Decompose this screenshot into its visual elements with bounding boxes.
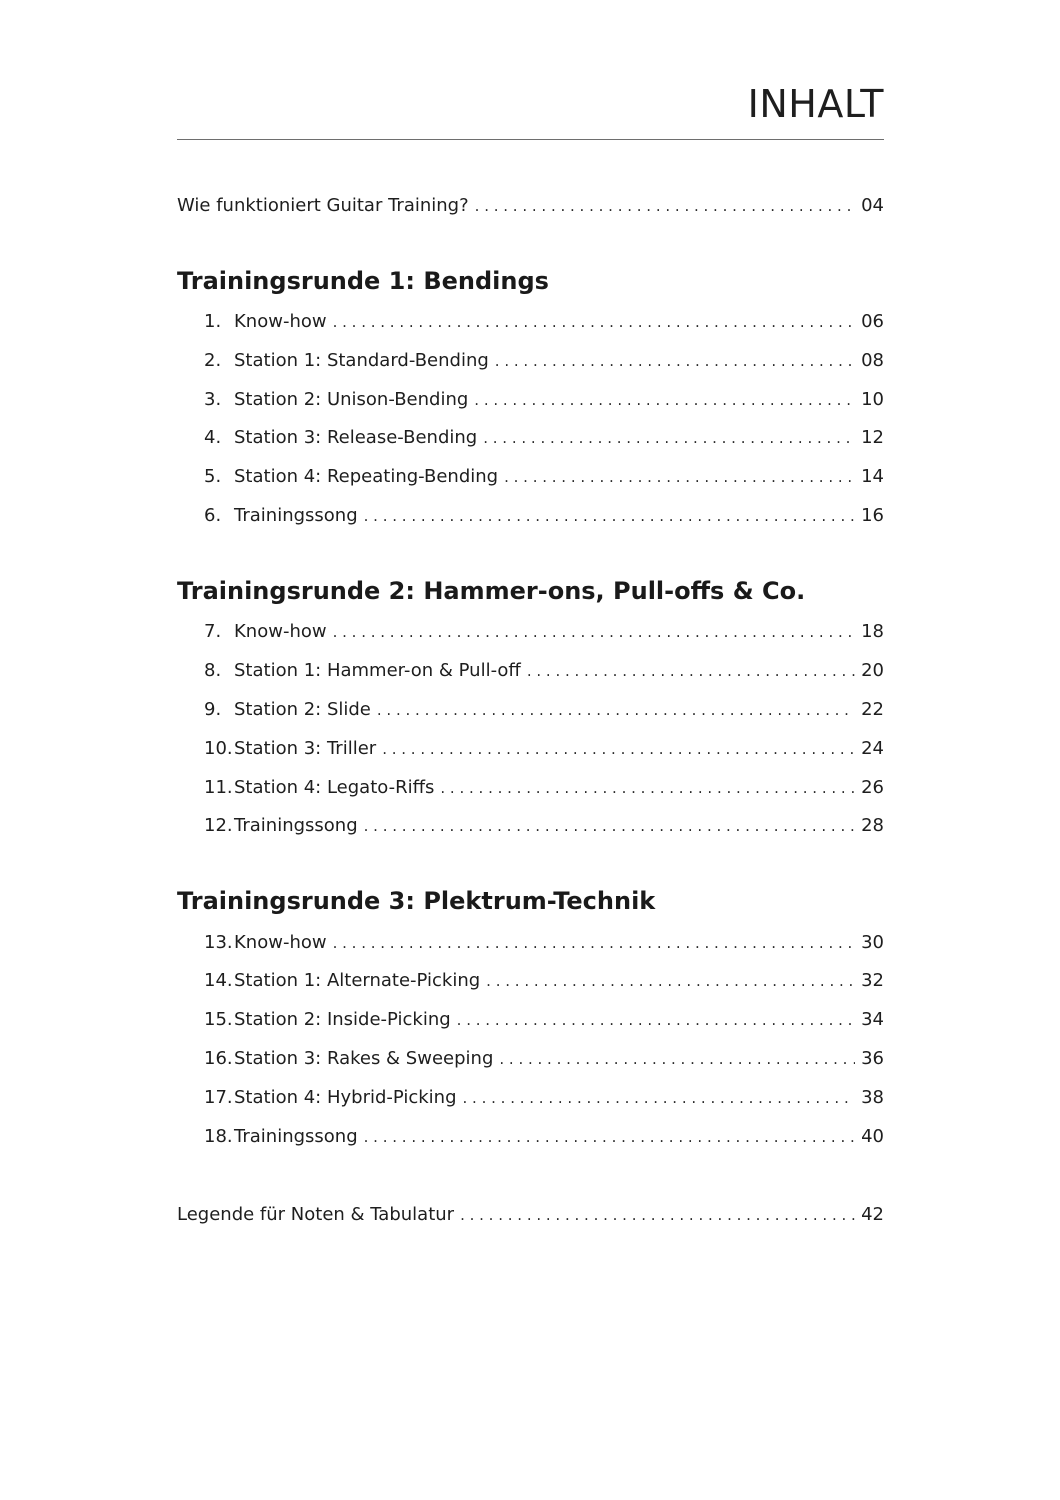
toc-page-number: 32 <box>861 970 884 991</box>
toc-entry[interactable] <box>177 657 884 685</box>
dot-leader <box>440 774 855 802</box>
toc-entry-label: Station 1: Alternate-Picking <box>234 970 481 991</box>
toc-page-number: 38 <box>861 1087 884 1108</box>
toc-page-number: 20 <box>861 660 884 681</box>
toc-entry[interactable] <box>177 929 884 957</box>
toc-page-number: 28 <box>861 815 884 836</box>
toc-page-number: 26 <box>861 777 884 798</box>
toc-entry[interactable] <box>177 735 884 763</box>
toc-page-number: 06 <box>861 311 884 332</box>
toc-entry[interactable] <box>177 812 884 840</box>
toc-entry-number: 5. <box>204 466 222 487</box>
toc-entry[interactable] <box>177 618 884 646</box>
toc-entry-number: 9. <box>204 699 222 720</box>
toc-page-number: 08 <box>861 350 884 371</box>
dot-leader <box>475 192 855 220</box>
toc-entry-number: 15. <box>204 1009 233 1030</box>
dot-leader <box>495 347 855 375</box>
toc-page-number: 22 <box>861 699 884 720</box>
toc-entry-number: 10. <box>204 738 233 759</box>
toc-page-number: 42 <box>861 1204 884 1225</box>
toc-entry-label: Trainingssong <box>234 815 358 836</box>
toc-page-number: 18 <box>861 621 884 642</box>
dot-leader <box>377 696 855 724</box>
toc-page-number: 16 <box>861 505 884 526</box>
toc-entry-number: 16. <box>204 1048 233 1069</box>
toc-entry[interactable] <box>177 1006 884 1034</box>
toc-entry-label: Trainingssong <box>234 505 358 526</box>
dot-leader <box>364 812 855 840</box>
dot-leader <box>504 463 855 491</box>
toc-entry-number: 13. <box>204 932 233 953</box>
toc-entry-label: Station 1: Standard-Bending <box>234 350 489 371</box>
toc-entry-label: Station 2: Inside-Picking <box>234 1009 451 1030</box>
toc-entry-number: 12. <box>204 815 233 836</box>
toc-page-number: 12 <box>861 427 884 448</box>
toc-page <box>177 0 884 1500</box>
toc-entry[interactable] <box>177 1123 884 1151</box>
dot-leader <box>364 1123 855 1151</box>
toc-page-number: 04 <box>861 195 884 216</box>
title-rule <box>177 139 884 140</box>
toc-page-number: 14 <box>861 466 884 487</box>
toc-entry[interactable] <box>177 502 884 530</box>
toc-entry-number: 14. <box>204 970 233 991</box>
toc-entry-number: 1. <box>204 311 222 332</box>
toc-entry-number: 7. <box>204 621 222 642</box>
toc-entry-label: Station 3: Triller <box>234 738 377 759</box>
toc-entry-label: Station 2: Slide <box>234 699 371 720</box>
toc-entry-label: Station 2: Unison-Bending <box>234 389 469 410</box>
toc-entry-number: 18. <box>204 1126 233 1147</box>
dot-leader <box>333 308 856 336</box>
toc-entry[interactable] <box>177 308 884 336</box>
dot-leader <box>499 1045 855 1073</box>
toc-entry[interactable] <box>177 424 884 452</box>
toc-page-number: 34 <box>861 1009 884 1030</box>
toc-entry[interactable] <box>177 347 884 375</box>
toc-entry-number: 17. <box>204 1087 233 1108</box>
toc-entry-number: 6. <box>204 505 222 526</box>
dot-leader <box>460 1201 855 1229</box>
toc-entry-intro[interactable] <box>177 192 884 220</box>
toc-entry-label: Wie funktioniert Guitar Training? <box>177 195 469 216</box>
toc-page-number: 36 <box>861 1048 884 1069</box>
toc-entry-number: 8. <box>204 660 222 681</box>
toc-entry-number: 3. <box>204 389 222 410</box>
toc-entry[interactable] <box>177 696 884 724</box>
dot-leader <box>457 1006 855 1034</box>
toc-page-number: 30 <box>861 932 884 953</box>
dot-leader <box>333 929 856 957</box>
toc-entry[interactable] <box>177 463 884 491</box>
toc-page-number: 10 <box>861 389 884 410</box>
section-heading-2: Trainingsrunde 2: Hammer-ons, Pull-offs & Co. <box>177 577 806 605</box>
toc-entry-number: 4. <box>204 427 222 448</box>
dot-leader <box>483 424 855 452</box>
dot-leader <box>486 967 855 995</box>
toc-page-number: 24 <box>861 738 884 759</box>
toc-entry[interactable] <box>177 967 884 995</box>
toc-entry-label: Station 4: Hybrid-Picking <box>234 1087 457 1108</box>
toc-entry-label: Know-how <box>234 621 327 642</box>
toc-entry-label: Know-how <box>234 932 327 953</box>
toc-entry-number: 2. <box>204 350 222 371</box>
toc-entry[interactable] <box>177 1084 884 1112</box>
toc-entry-label: Station 1: Hammer-on & Pull-off <box>234 660 521 681</box>
toc-entry-label: Station 3: Release-Bending <box>234 427 478 448</box>
dot-leader <box>333 618 856 646</box>
toc-entry[interactable] <box>177 774 884 802</box>
page-title: INHALT <box>747 82 884 126</box>
toc-entry-label: Legende für Noten & Tabulatur <box>177 1204 455 1225</box>
toc-entry-label: Know-how <box>234 311 327 332</box>
dot-leader <box>474 386 855 414</box>
toc-entry-number: 11. <box>204 777 233 798</box>
toc-entry-label: Station 4: Legato-Riffs <box>234 777 435 798</box>
section-heading-1: Trainingsrunde 1: Bendings <box>177 267 549 295</box>
toc-entry[interactable] <box>177 1045 884 1073</box>
section-heading-3: Trainingsrunde 3: Plektrum-Technik <box>177 887 656 915</box>
dot-leader <box>364 502 855 530</box>
dot-leader <box>382 735 855 763</box>
toc-entry-label: Station 3: Rakes & Sweeping <box>234 1048 494 1069</box>
toc-page-number: 40 <box>861 1126 884 1147</box>
dot-leader <box>463 1084 856 1112</box>
toc-entry-label: Station 4: Repeating-Bending <box>234 466 499 487</box>
toc-entry-legend[interactable] <box>177 1201 884 1229</box>
dot-leader <box>527 657 855 685</box>
toc-entry-label: Trainingssong <box>234 1126 358 1147</box>
toc-entry[interactable] <box>177 386 884 414</box>
